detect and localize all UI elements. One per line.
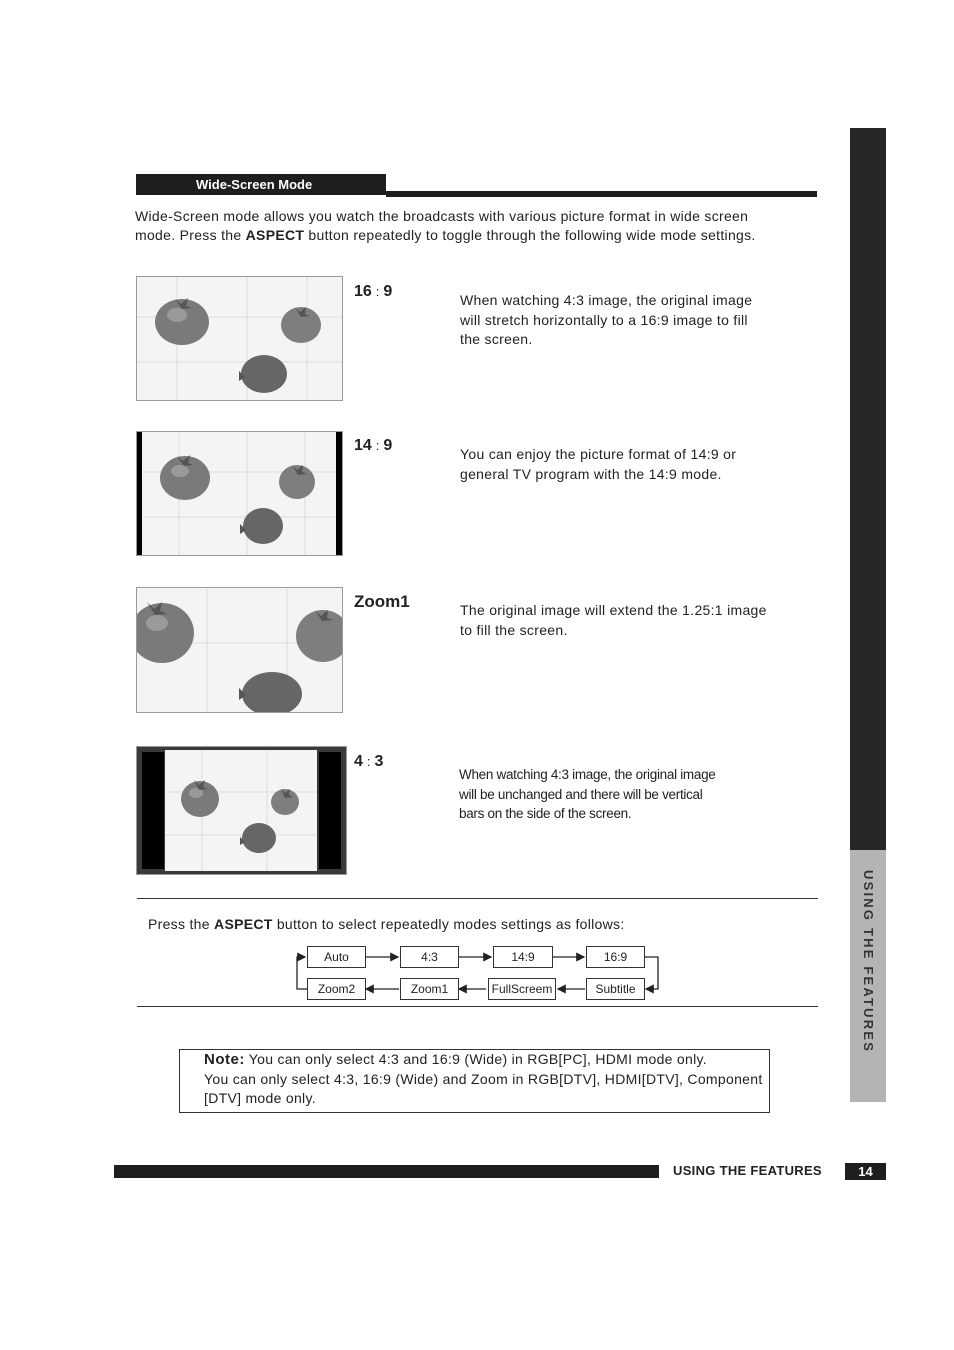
page-number: 14 <box>845 1163 886 1180</box>
mode-title-16-9: 16 : 9 <box>354 283 393 300</box>
mode-desc-14-9: You can enjoy the picture format of 14:9 or general TV program with the 14:9 mode. <box>460 446 737 482</box>
side-tab-dark <box>850 128 886 850</box>
thumb-4-3 <box>136 746 347 875</box>
footer-bar <box>114 1165 659 1178</box>
flow-box-subtitle: Subtitle <box>586 978 645 1000</box>
flow-box-4-3: 4:3 <box>400 946 459 968</box>
flow-box-zoom1: Zoom1 <box>400 978 459 1000</box>
press-instruction: Press the ASPECT button to select repeatedly modes settings as follows: <box>148 916 625 932</box>
flow-box-fullscreen: FullScreem <box>488 978 556 1000</box>
intro-paragraph: Wide-Screen mode allows you watch the broadcasts with various picture format in wide screen mode. Press the ASPECT button repeatedly to toggle through the following wide mode settings. <box>135 208 756 243</box>
thumb-14-9 <box>136 431 343 556</box>
mode-title-zoom1: Zoom1 <box>354 592 410 611</box>
section-rule <box>386 191 817 197</box>
aspect-flow-diagram <box>290 940 670 1002</box>
divider-bottom <box>137 1006 818 1007</box>
side-tab-label: USING THE FEATURES <box>861 870 876 1054</box>
mode-desc-4-3: When watching 4:3 image, the original image will be unchanged and there will be vertical bars on the side of the screen. <box>459 767 716 821</box>
flow-box-16-9: 16:9 <box>586 946 645 968</box>
flow-box-auto: Auto <box>307 946 366 968</box>
mode-desc-zoom1: The original image will extend the 1.25:1 image to fill the screen. <box>460 602 767 638</box>
flow-box-zoom2: Zoom2 <box>307 978 366 1000</box>
footer-label: USING THE FEATURES <box>673 1163 822 1178</box>
flow-box-14-9: 14:9 <box>493 946 553 968</box>
mode-desc-16-9: When watching 4:3 image, the original image will stretch horizontally to a 16:9 image to fill the screen. <box>460 292 753 347</box>
mode-title-14-9: 14 : 9 <box>354 437 393 454</box>
section-title: Wide-Screen Mode <box>196 177 313 192</box>
thumb-zoom1 <box>136 587 343 713</box>
thumb-16-9 <box>136 276 343 401</box>
mode-title-4-3: 4 : 3 <box>354 753 384 770</box>
note-label: Note: <box>204 1051 245 1068</box>
divider-top <box>137 898 818 899</box>
note-text: Note: You can only select 4:3 and 16:9 (Wide) in RGB[PC], HDMI mode only. You can only select 4:3, 16:9 (Wide) and Zoom in RGB[DTV], HDMI[DTV], Component [DTV] mode only. <box>204 1051 763 1106</box>
